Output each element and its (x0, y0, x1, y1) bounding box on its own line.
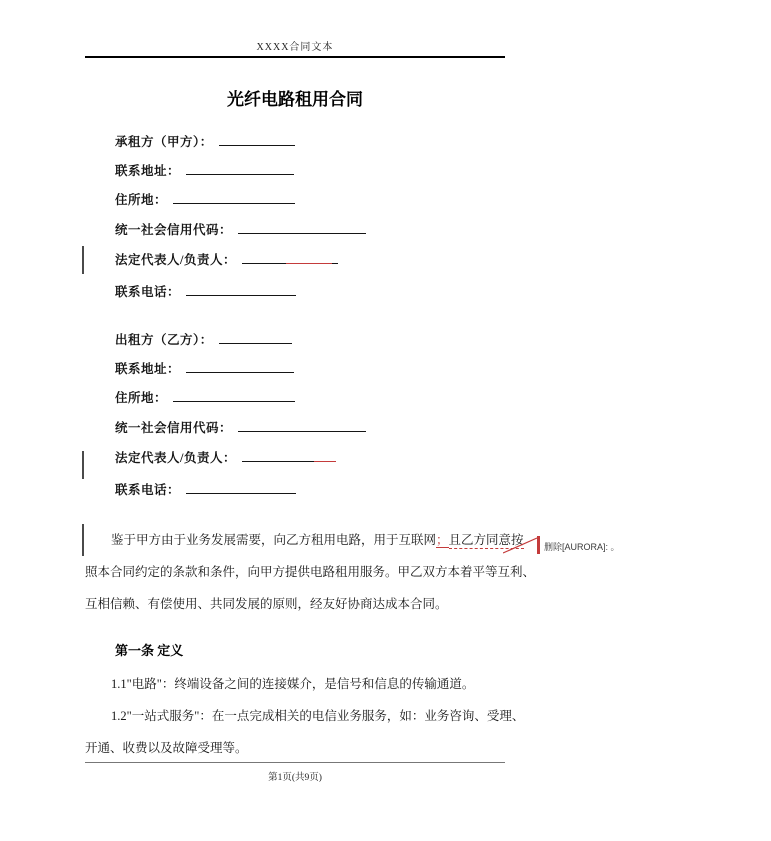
deletion-callout-bar (537, 536, 540, 554)
field-row (115, 330, 535, 347)
field-blank-underline (173, 190, 295, 209)
field-label: 出租方（乙方）： (115, 333, 213, 347)
preamble-paragraph (85, 524, 536, 620)
blank-underline (219, 330, 292, 344)
field-label: 住所地： (115, 193, 168, 207)
field-label: 统一社会信用代码： (115, 421, 233, 435)
field-row (115, 388, 535, 405)
field-row (115, 282, 535, 299)
blank-underline (186, 161, 294, 175)
blank-underline (332, 250, 338, 264)
field-label: 住所地： (115, 391, 168, 405)
blank-underline (186, 282, 296, 296)
party-a-fields (115, 132, 535, 299)
paragraph-text: 鉴于甲方由于业务发展需要，向乙方租用电路，用于互联网 (111, 533, 437, 547)
section-1-clauses (85, 668, 525, 764)
revision-marked-text: 且乙方同意按 (448, 533, 524, 547)
field-row (115, 250, 535, 267)
field-blank-underline (186, 282, 296, 301)
field-blank-underline (186, 161, 294, 180)
field-row (115, 448, 535, 465)
field-row (115, 359, 535, 376)
blank-underline (238, 418, 366, 432)
blank-underline (242, 250, 286, 264)
field-blank-underline (186, 480, 296, 499)
field-blank-underline (238, 418, 366, 437)
field-row (115, 418, 535, 435)
header-rule (85, 56, 505, 58)
changed-line-bar (82, 524, 84, 556)
field-blank-underline (219, 330, 292, 349)
blank-underline (242, 448, 314, 462)
footer-rule (85, 762, 505, 763)
inserted-text: ； (436, 533, 449, 547)
section-1-heading: 第一条 定义 (115, 643, 184, 658)
tracked-change-underline (286, 250, 332, 264)
field-row (115, 161, 535, 178)
field-label: 统一社会信用代码： (115, 223, 233, 237)
paragraph-text: 照本合同约定的条款和条件，向甲方提供电路租用服务。甲乙双方本着平等互利、 (85, 565, 536, 579)
field-label: 联系地址： (115, 164, 181, 178)
blank-underline (173, 388, 295, 402)
field-label: 法定代表人/负责人： (115, 253, 236, 267)
clause-text: 开通、收费以及故障受理等。 (85, 741, 248, 755)
tracked-change-underline (314, 448, 336, 462)
field-blank-underline (173, 388, 295, 407)
paragraph-line (85, 588, 520, 620)
paragraph-line (85, 524, 524, 556)
field-blank-underline (238, 220, 366, 239)
field-row (115, 190, 535, 207)
field-label: 联系电话： (115, 285, 181, 299)
field-blank-underline (219, 132, 295, 151)
clause-text: 1.1"电路"：终端设备之间的连接媒介，是信号和信息的传输通道。 (111, 677, 475, 691)
field-blank-underline (242, 250, 338, 269)
page-header-title: XXXX合同文本 (256, 42, 334, 53)
blank-underline (186, 359, 294, 373)
changed-line-bar (82, 451, 84, 479)
field-blank-underline (242, 448, 336, 467)
paragraph-text: 互相信赖、有偿使用、共同发展的原则，经友好协商达成本合同。 (85, 597, 448, 611)
page-number: 第1页(共9页) (268, 773, 322, 783)
field-row (115, 480, 535, 497)
deletion-callout: 删除[AURORA]: 。 (544, 542, 620, 552)
document-title: 光纤电路租用合同 (227, 90, 363, 109)
field-label: 联系电话： (115, 483, 181, 497)
field-label: 法定代表人/负责人： (115, 451, 236, 465)
deletion-connector-line (503, 536, 539, 556)
party-b-fields (115, 330, 535, 497)
blank-underline (238, 220, 366, 234)
blank-underline (219, 132, 295, 146)
field-label: 承租方（甲方）： (115, 135, 213, 149)
blank-underline (186, 480, 296, 494)
field-row (115, 220, 535, 237)
clause-text: 1.2"一站式服务"：在一点完成相关的电信业务服务，如：业务咨询、受理、 (111, 709, 525, 723)
changed-line-bar (82, 246, 84, 274)
field-label: 联系地址： (115, 362, 181, 376)
paragraph-line (85, 556, 536, 588)
field-row (115, 132, 535, 149)
field-blank-underline (186, 359, 294, 378)
blank-underline (173, 190, 295, 204)
